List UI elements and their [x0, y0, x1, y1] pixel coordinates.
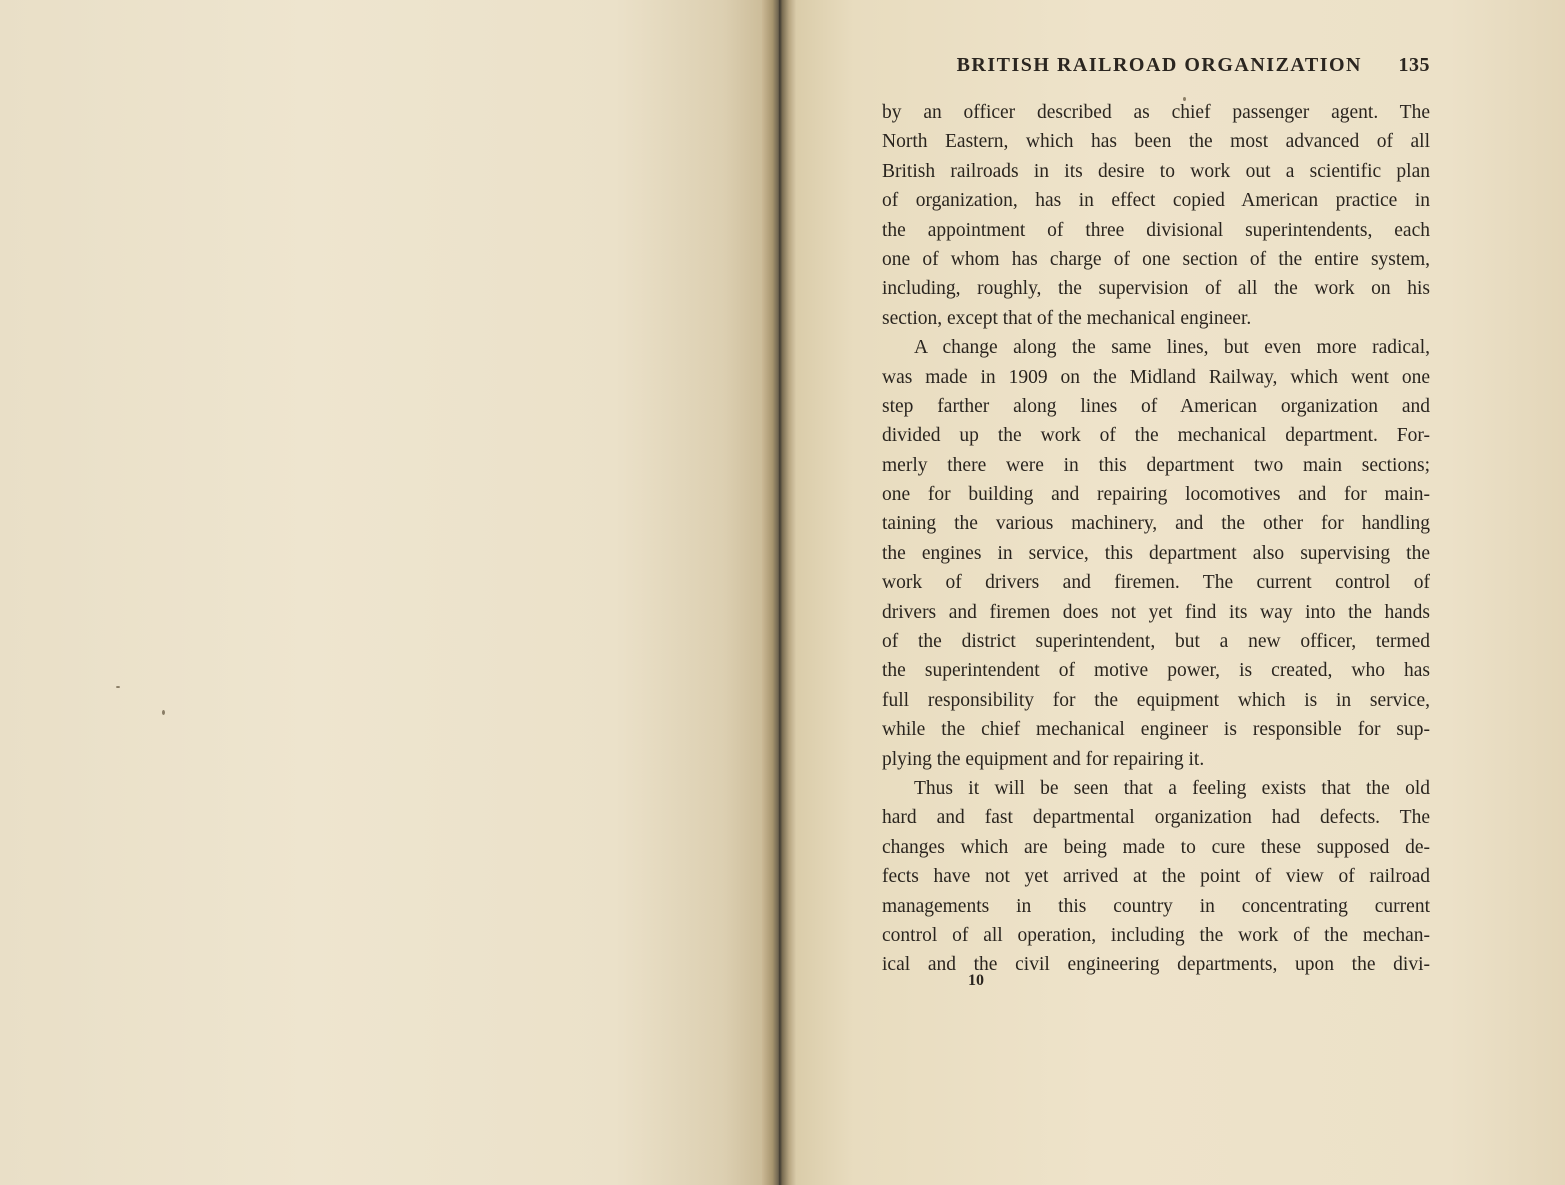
signature-mark: 10: [968, 972, 984, 989]
left-page-blank: [0, 0, 770, 1185]
text-line: British railroads in its desire to work out a scientific plan: [882, 160, 1430, 182]
text-line: work of drivers and firemen. The current control of: [882, 572, 1430, 594]
text-line: the appointment of three divisional superintendents, each: [882, 219, 1430, 241]
text-line: step farther along lines of American organization and: [882, 395, 1430, 417]
text-line: including, roughly, the supervision of all the work on his: [882, 278, 1430, 300]
text-line: one of whom has charge of one section of the entire system,: [882, 248, 1430, 270]
text-line: plying the equipment and for repairing it.: [882, 748, 1205, 770]
text-line: hard and fast departmental organization had defects. The: [882, 807, 1430, 829]
text-line: the engines in service, this department also supervising the: [882, 542, 1430, 564]
text-line: drivers and firemen does not yet find its way into the hands: [882, 601, 1430, 623]
body-text: [882, 98, 1430, 980]
text-line: full responsibility for the equipment which is in service,: [882, 689, 1430, 711]
text-line: taining the various machinery, and the other for handling: [882, 513, 1430, 535]
paper-speck: [116, 686, 120, 688]
text-line: was made in 1909 on the Midland Railway, which went one: [882, 366, 1430, 388]
text-line: A change along the same lines, but even more radical,: [914, 337, 1430, 359]
page-number: 135: [1398, 54, 1430, 76]
text-line: control of all operation, including the work of the mechan-: [882, 924, 1430, 946]
text-line: merly there were in this department two main sections;: [882, 454, 1430, 476]
text-line: North Eastern, which has been the most advanced of all: [882, 131, 1430, 153]
text-line: by an officer described as chief passenger agent. The: [882, 102, 1430, 123]
text-line: section, except that of the mechanical engineer.: [882, 307, 1252, 329]
book-gutter: [762, 0, 796, 1185]
text-line: one for building and repairing locomotives and for main-: [882, 484, 1430, 506]
running-title: BRITISH RAILROAD ORGANIZATION: [956, 54, 1362, 76]
text-line: divided up the work of the mechanical department. For-: [882, 425, 1430, 447]
text-line: Thus it will be seen that a feeling exists that the old: [914, 777, 1430, 799]
running-head: [884, 50, 1432, 82]
text-line: of the district superintendent, but a new officer, termed: [882, 631, 1430, 653]
text-line: while the chief mechanical engineer is responsible for sup-: [882, 719, 1430, 741]
paper-speck: [162, 710, 165, 715]
text-line: fects have not yet arrived at the point of view of railroad: [882, 866, 1430, 888]
text-line: the superintendent of motive power, is created, who has: [882, 660, 1430, 682]
text-line: of organization, has in effect copied American practice in: [882, 190, 1430, 212]
text-line: managements in this country in concentrating current: [882, 895, 1430, 917]
text-line: ical and the civil engineering departments, upon the divi-: [882, 954, 1430, 976]
text-line: changes which are being made to cure these supposed de-: [882, 836, 1430, 858]
